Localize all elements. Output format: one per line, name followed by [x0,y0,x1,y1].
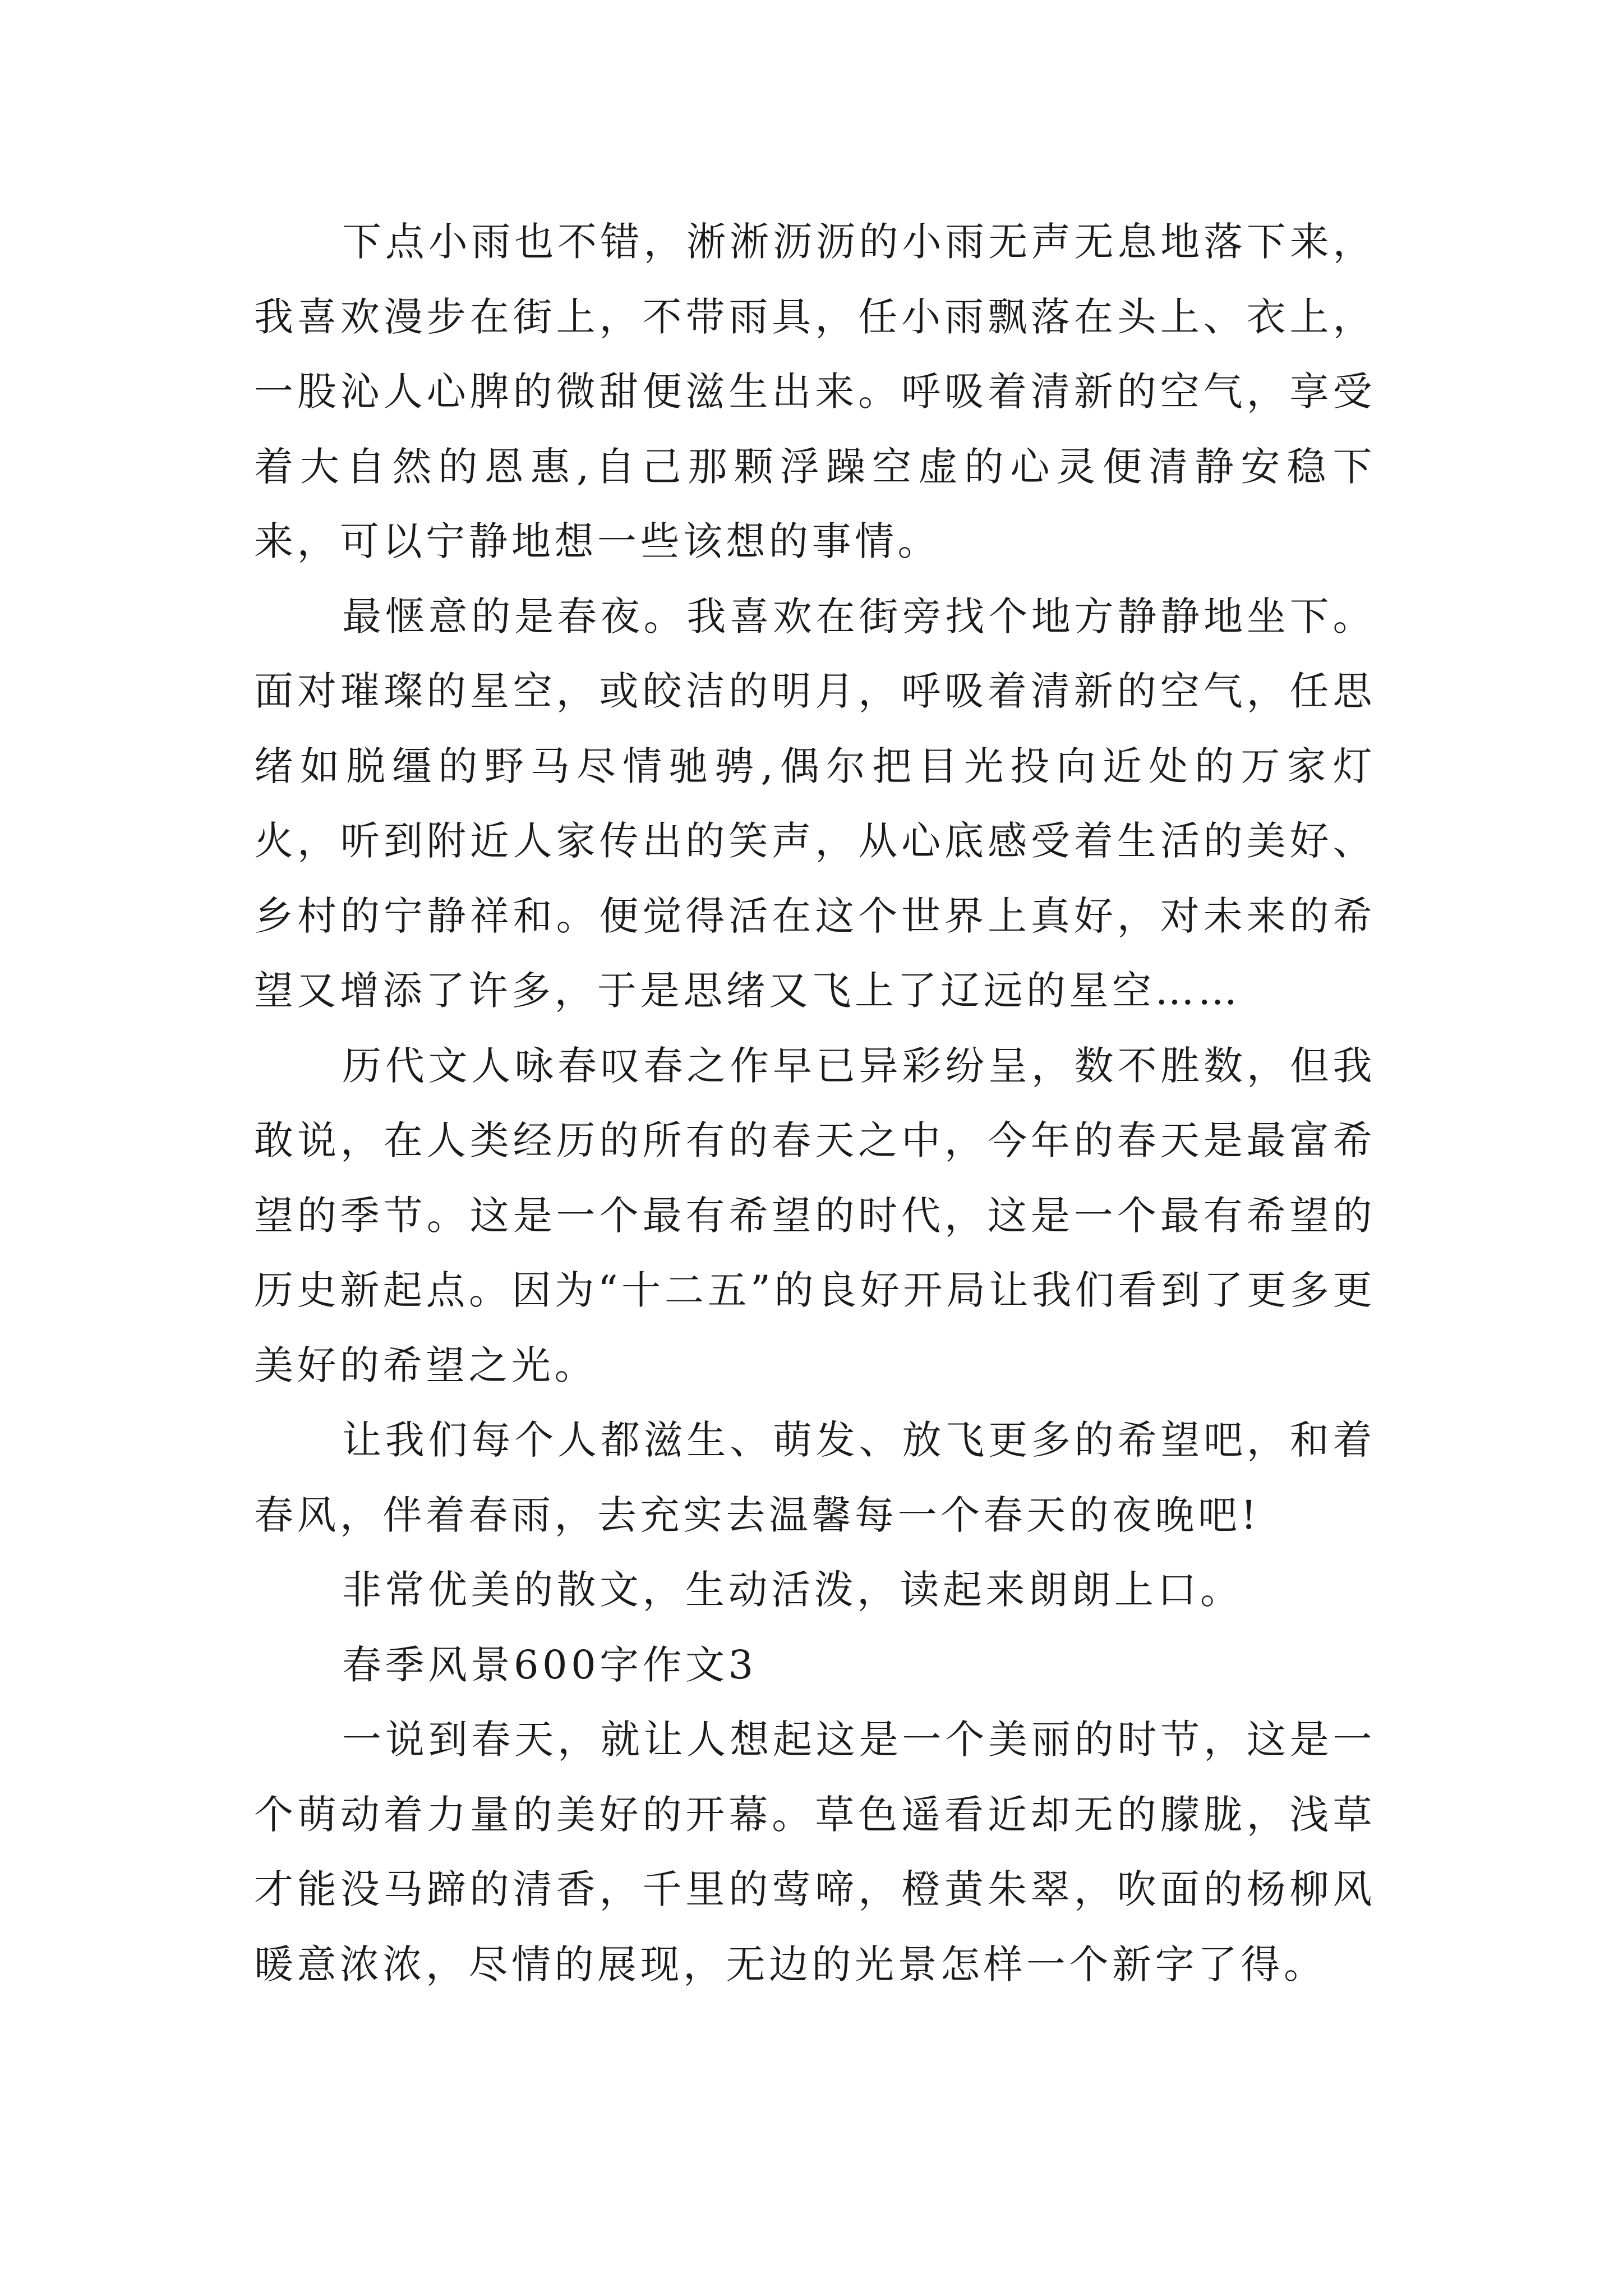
paragraph-light-rain: 下点小雨也不错，淅淅沥沥的小雨无声无息地落下来，我喜欢漫步在街上，不带雨具，任小雨飘落在头上、衣上，一股沁人心脾的微甜便滋生出来。呼吸着清新的空气，享受着大自然的恩惠,自己那颗浮躁空虚的心灵便清静安稳下来，可以宁静地想一些该想的事情。 [254,219,1376,564]
paragraph-literati-spring: 历代文人咏春叹春之作早已异彩纷呈，数不胜数，但我敢说，在人类经历的所有的春天之中，今年的春天是最富希望的季节。这是一个最有希望的时代，这是一个最有希望的历史新起点。因为“十二五”的良好开局让我们看到了更多更美好的希望之光。 [254,1042,1376,1388]
paragraph-spring-night: 最惬意的是春夜。我喜欢在街旁找个地方静静地坐下。面对璀璨的星空，或皎洁的明月，呼吸着清新的空气，任思绪如脱缰的野马尽情驰骋,偶尔把目光投向近处的万家灯火，听到附近人家传出的笑声，从心底感受着生活的美好、乡村的宁静祥和。便觉得活在这个世界上真好，对未来的希望又增添了许多，于是思绪又飞上了辽远的星空…… [254,593,1376,1014]
paragraph-let-us-hope: 让我们每个人都滋生、萌发、放飞更多的希望吧，和着春风，伴着春雨，去充实去温馨每一个春天的夜晚吧! [254,1417,1376,1538]
paragraph-comment: 非常优美的散文，生动活泼，读起来朗朗上口。 [342,1567,1243,1613]
essay-heading: 春季风景600字作文3 [342,1641,757,1688]
paragraph-spring-intro: 一说到春天，就让人想起这是一个美丽的时节，这是一个萌动着力量的美好的开幕。草色遥看近却无的朦胧，浅草才能没马蹄的清香，千里的莺啼，橙黄朱翠，吹面的杨柳风暖意浓浓，尽情的展现，无边的光景怎样一个新字了得。 [254,1717,1376,1987]
document-body [254,205,1376,2002]
